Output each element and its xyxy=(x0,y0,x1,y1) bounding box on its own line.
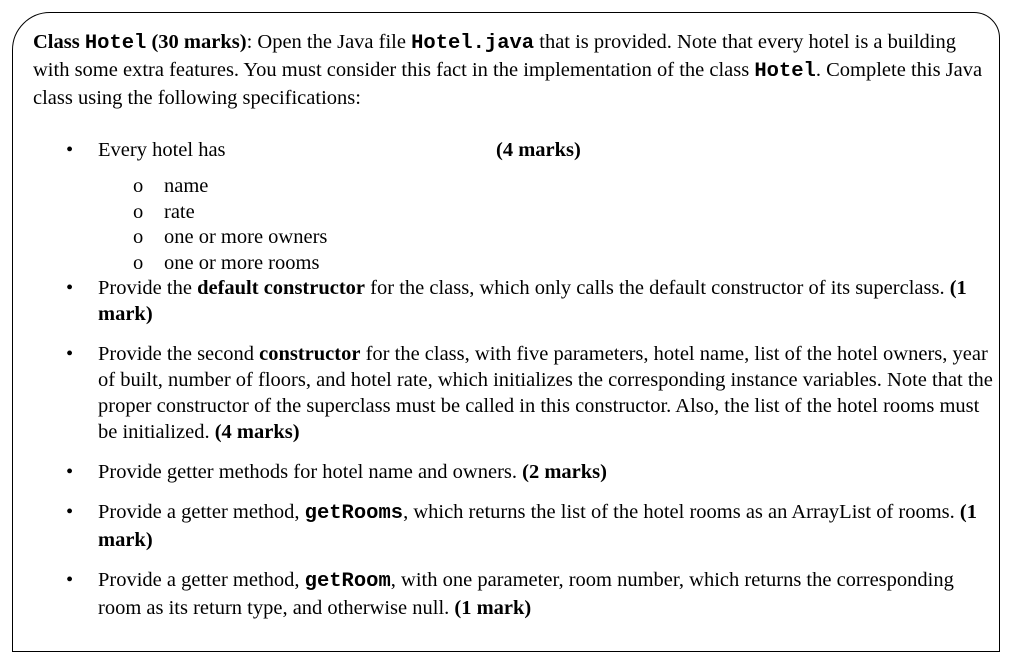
bullet-bold: default constructor xyxy=(197,277,366,299)
bullet-get-rooms xyxy=(33,499,993,553)
intro-file-code: Hotel.java xyxy=(411,32,535,55)
bullet-getters xyxy=(33,459,993,485)
bullet-text: Provide the second xyxy=(98,343,260,365)
bullet-dot-icon: • xyxy=(66,461,74,483)
bullet-dot-icon: • xyxy=(66,569,74,591)
sub-item-text: one or more rooms xyxy=(164,251,320,274)
bullet-dot-icon: • xyxy=(66,343,74,365)
bullet-text: , with one parameter, room number, which returns the corresponding room as its return type, and otherwise null. xyxy=(98,569,954,619)
bullet-default-constructor xyxy=(33,275,993,327)
sub-item-text: one or more owners xyxy=(164,226,328,248)
bullet-dot-icon: • xyxy=(66,277,74,299)
circle-bullet-icon: o xyxy=(133,251,144,274)
bullet-text: Provide the xyxy=(98,277,198,299)
bullet-text: for the class, which only calls the default constructor of its superclass. xyxy=(365,277,950,299)
sub-item-text: rate xyxy=(164,200,195,223)
circle-bullet-icon: o xyxy=(133,175,144,197)
bullet-marks: (2 marks) xyxy=(522,461,607,483)
intro-marks: (30 marks) xyxy=(146,31,247,53)
intro-paragraph xyxy=(33,29,993,111)
bullet-second-constructor xyxy=(33,341,993,445)
assignment-document xyxy=(33,29,993,621)
circle-bullet-icon: o xyxy=(133,226,144,248)
bullet-bold: constructor xyxy=(259,343,361,365)
bullet-marks: (1 mark) xyxy=(98,277,967,325)
bullet-marks: (1 mark) xyxy=(454,597,532,619)
intro-class-code-2: Hotel xyxy=(754,60,816,83)
bullet-code: getRooms xyxy=(304,502,404,525)
sub-item xyxy=(33,250,993,276)
sub-item xyxy=(33,173,993,199)
bullet-marks: (1 mark) xyxy=(98,501,977,551)
bullet-text: Provide getter methods for hotel name and owners. xyxy=(98,461,523,483)
bullet-dot-icon: • xyxy=(66,139,74,161)
bullet-every-hotel xyxy=(33,137,993,163)
intro-text-3: . Complete this Java class using the following specifications: xyxy=(33,59,983,109)
bullet-text: Provide a getter method, xyxy=(98,569,305,591)
bullet-dot-icon: • xyxy=(66,501,74,523)
bullet-get-room xyxy=(33,567,993,621)
bullet-text: for the class, with five parameters, hotel name, list of the hotel owners, year of built, number of floors, and hotel rate, which initializes the corresponding instance variables. Note that the proper constructor of the superclass must be called in this constructor. Also, the list of the hotel rooms must be initialized. xyxy=(98,343,993,443)
bullet-code: getRoom xyxy=(304,570,391,593)
intro-class-label: Class xyxy=(33,31,85,53)
intro-text-1: : Open the Java file xyxy=(246,31,412,53)
bullet-text: Every hotel has xyxy=(98,139,226,161)
intro-text-2: that is provided. Note that every hotel is a building with some extra features. You must consider this fact in the implementation of the class xyxy=(33,31,956,81)
circle-bullet-icon: o xyxy=(133,200,144,223)
bullet-marks: (4 marks) xyxy=(496,139,581,161)
sub-item xyxy=(33,199,993,225)
intro-class-code: Hotel xyxy=(84,32,147,55)
sub-item-text: name xyxy=(164,175,209,197)
bullet-text: , which returns the list of the hotel rooms as an ArrayList of rooms. xyxy=(403,501,960,523)
bullet-text: Provide a getter method, xyxy=(98,501,305,523)
sub-item xyxy=(33,224,993,250)
bullet-marks: (4 marks) xyxy=(214,421,300,443)
